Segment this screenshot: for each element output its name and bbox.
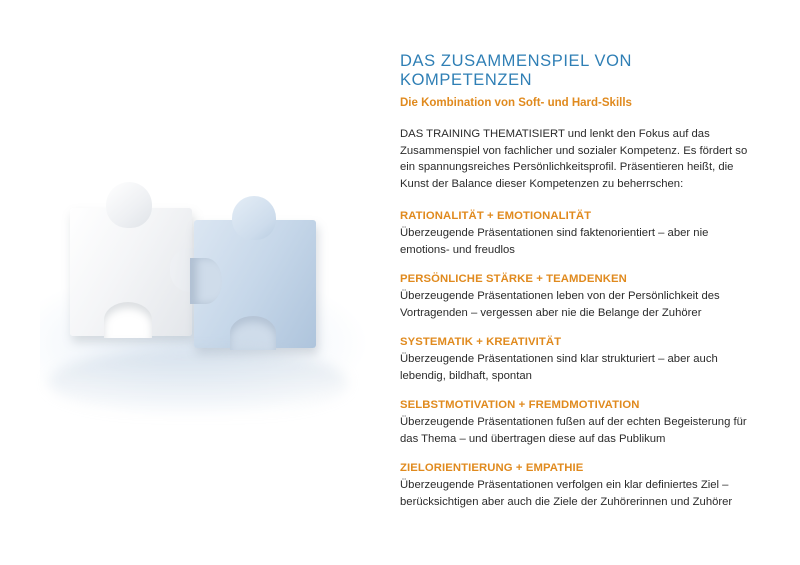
- puzzle-notch-left-right: [190, 258, 222, 304]
- puzzle-notch-bottom-right: [230, 316, 276, 350]
- puzzle-piece-right-icon: [194, 220, 316, 348]
- section-block: [400, 462, 760, 510]
- section-heading: PERSÖNLICHE STÄRKE + TEAMDENKEN: [400, 273, 627, 285]
- puzzle-knob-top-left: [106, 182, 152, 228]
- puzzle-notch-bottom-left: [104, 302, 152, 338]
- section-body: Überzeugende Präsentationen sind faktenorientiert – aber nie emotions- und freudlos: [400, 227, 709, 256]
- page-title: DAS ZUSAMMENSPIEL VON KOMPETENZEN: [400, 52, 633, 89]
- puzzle-piece-left-icon: [70, 208, 192, 336]
- section-heading: SELBSTMOTIVATION + FREMDMOTIVATION: [400, 399, 640, 411]
- section-body: Überzeugende Präsentationen leben von der Persönlichkeit des Vortragenden – vergessen aber nie die Belange der Zuhörer: [400, 290, 720, 319]
- text-column: [400, 52, 760, 525]
- puzzle-illustration: [40, 160, 380, 420]
- section-block: [400, 399, 760, 447]
- section-block: [400, 273, 760, 321]
- section-heading: RATIONALITÄT + EMOTIONALITÄT: [400, 210, 592, 222]
- page-subtitle: Die Kombination von Soft- und Hard-Skills: [400, 97, 632, 109]
- section-body: Überzeugende Präsentationen fußen auf der echten Begeisterung für das Thema – und übertragen diese auf das Publikum: [400, 416, 747, 445]
- section-heading: SYSTEMATIK + KREATIVITÄT: [400, 336, 562, 348]
- puzzle-knob-top-right: [232, 196, 276, 240]
- section-heading: ZIELORIENTIERUNG + EMPATHIE: [400, 462, 584, 474]
- section-block: [400, 336, 760, 384]
- section-body: Überzeugende Präsentationen sind klar strukturiert – aber auch lebendig, bildhaft, spontan: [400, 353, 718, 382]
- section-body: Überzeugende Präsentationen verfolgen ein klar definiertes Ziel – berücksichtigen aber auch die Ziele der Zuhörerinnen und Zuhörer: [400, 479, 733, 508]
- puzzle-pieces-group: [70, 180, 360, 350]
- intro-paragraph: DAS TRAINING THEMATISIERT und lenkt den Fokus auf das Zusammenspiel von fachlicher und sozialer Kompetenz. Es fördert so ein spannungsreiches Persönlichkeitsprofil. Präsentieren heißt, die Kunst der Balance dieser Kompetenzen zu beherrschen:: [400, 128, 748, 190]
- section-block: [400, 210, 760, 258]
- puzzle-reflection: [48, 348, 348, 418]
